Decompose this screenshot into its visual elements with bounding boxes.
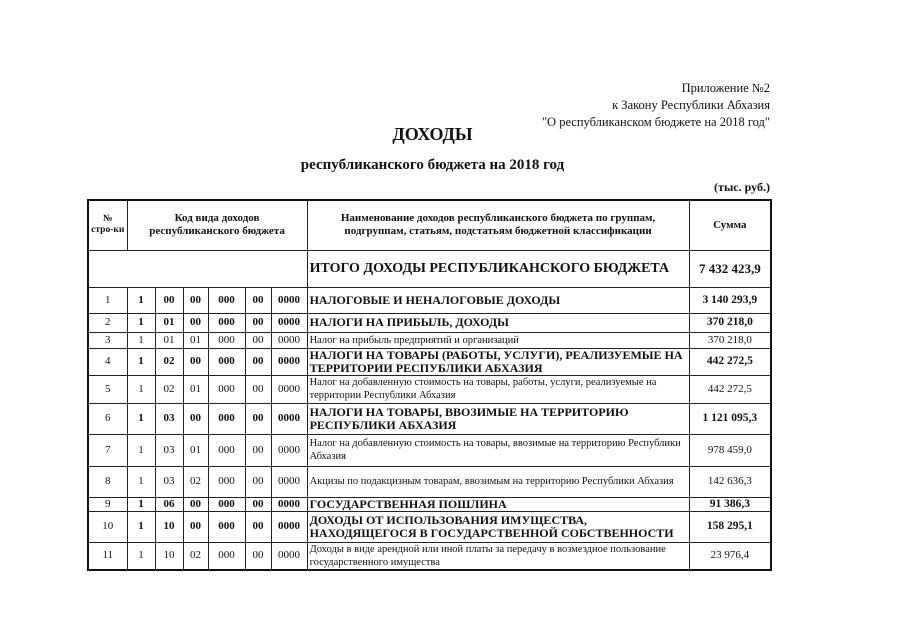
header-row xyxy=(88,200,771,250)
table-row xyxy=(88,434,771,466)
row-number: 7 xyxy=(88,434,127,466)
revenue-name: Налог на добавленную стоимость на товары, ввозимые на территорию Республики Абхазия xyxy=(307,434,689,466)
header-sum: Сумма xyxy=(689,200,771,250)
total-row xyxy=(88,250,771,287)
revenue-name: Налог на добавленную стоимость на товары, работы, услуги, реализуемые на территории Республики Абхазия xyxy=(307,375,689,403)
code-part-c2: 03 xyxy=(155,403,183,434)
code-part-c5: 00 xyxy=(245,313,271,332)
code-part-c5: 00 xyxy=(245,375,271,403)
code-part-c3: 00 xyxy=(183,497,208,511)
code-part-c1: 1 xyxy=(127,287,155,313)
code-part-c4: 000 xyxy=(208,497,245,511)
code-part-c1: 1 xyxy=(127,497,155,511)
table-row xyxy=(88,348,771,375)
appendix-line-3: "О республиканском бюджете на 2018 год" xyxy=(541,115,770,129)
code-part-c5: 00 xyxy=(245,287,271,313)
code-part-c4: 000 xyxy=(208,466,245,497)
code-part-c2: 02 xyxy=(155,348,183,375)
code-part-c4: 000 xyxy=(208,542,245,570)
document-subtitle: республиканского бюджета на 2018 год xyxy=(300,157,565,173)
code-part-c1: 1 xyxy=(127,466,155,497)
code-part-c4: 000 xyxy=(208,348,245,375)
revenue-table xyxy=(87,199,772,571)
revenue-sum: 158 295,1 xyxy=(689,511,771,542)
table-row xyxy=(88,497,771,511)
code-part-c6: 0000 xyxy=(271,542,307,570)
row-number: 3 xyxy=(88,332,127,348)
code-part-c1: 1 xyxy=(127,313,155,332)
revenue-sum: 1 121 095,3 xyxy=(689,403,771,434)
table-row xyxy=(88,287,771,313)
row-number: 5 xyxy=(88,375,127,403)
revenue-name: ДОХОДЫ ОТ ИСПОЛЬЗОВАНИЯ ИМУЩЕСТВА, НАХОДЯЩЕГОСЯ В ГОСУДАРСТВЕННОЙ СОБСТВЕННОСТИ xyxy=(307,511,689,542)
code-part-c1: 1 xyxy=(127,348,155,375)
table-row xyxy=(88,542,771,570)
code-part-c2: 03 xyxy=(155,466,183,497)
revenue-name: Налог на прибыль предприятий и организаций xyxy=(307,332,689,348)
code-part-c1: 1 xyxy=(127,434,155,466)
code-part-c3: 00 xyxy=(183,313,208,332)
code-part-c3: 02 xyxy=(183,466,208,497)
revenue-sum: 442 272,5 xyxy=(689,375,771,403)
code-part-c2: 00 xyxy=(155,287,183,313)
code-part-c5: 00 xyxy=(245,542,271,570)
revenue-sum: 91 386,3 xyxy=(689,497,771,511)
units-label: (тыс. руб.) xyxy=(714,180,770,194)
appendix-line-1: Приложение №2 xyxy=(681,81,770,95)
code-part-c6: 0000 xyxy=(271,332,307,348)
code-part-c2: 02 xyxy=(155,375,183,403)
code-part-c4: 000 xyxy=(208,332,245,348)
revenue-sum: 3 140 293,9 xyxy=(689,287,771,313)
code-part-c5: 00 xyxy=(245,332,271,348)
code-part-c4: 000 xyxy=(208,287,245,313)
revenue-name: ГОСУДАРСТВЕННАЯ ПОШЛИНА xyxy=(307,497,689,511)
code-part-c6: 0000 xyxy=(271,511,307,542)
revenue-sum: 370 218,0 xyxy=(689,332,771,348)
code-part-c5: 00 xyxy=(245,497,271,511)
revenue-name: НАЛОГИ НА ТОВАРЫ (РАБОТЫ, УСЛУГИ), РЕАЛИЗУЕМЫЕ НА ТЕРРИТОРИИ РЕСПУБЛИКИ АБХАЗИЯ xyxy=(307,348,689,375)
code-part-c6: 0000 xyxy=(271,313,307,332)
code-part-c3: 01 xyxy=(183,332,208,348)
code-part-c1: 1 xyxy=(127,511,155,542)
code-part-c6: 0000 xyxy=(271,434,307,466)
total-code-empty xyxy=(88,250,307,287)
code-part-c3: 00 xyxy=(183,403,208,434)
code-part-c3: 00 xyxy=(183,348,208,375)
code-part-c6: 0000 xyxy=(271,348,307,375)
total-sum: 7 432 423,9 xyxy=(689,250,771,287)
code-part-c2: 03 xyxy=(155,434,183,466)
code-part-c2: 01 xyxy=(155,332,183,348)
table-row xyxy=(88,332,771,348)
revenue-name: НАЛОГИ НА ПРИБЫЛЬ, ДОХОДЫ xyxy=(307,313,689,332)
code-part-c3: 01 xyxy=(183,375,208,403)
code-part-c6: 0000 xyxy=(271,403,307,434)
code-part-c1: 1 xyxy=(127,403,155,434)
code-part-c6: 0000 xyxy=(271,287,307,313)
code-part-c1: 1 xyxy=(127,542,155,570)
code-part-c5: 00 xyxy=(245,434,271,466)
code-part-c4: 000 xyxy=(208,313,245,332)
row-number: 10 xyxy=(88,511,127,542)
row-number: 6 xyxy=(88,403,127,434)
revenue-sum: 978 459,0 xyxy=(689,434,771,466)
document-title: ДОХОДЫ xyxy=(392,124,473,144)
revenue-sum: 442 272,5 xyxy=(689,348,771,375)
code-part-c5: 00 xyxy=(245,403,271,434)
appendix-line-2: к Закону Республики Абхазия xyxy=(612,98,770,112)
revenue-sum: 23 976,4 xyxy=(689,542,771,570)
code-part-c5: 00 xyxy=(245,466,271,497)
code-part-c2: 10 xyxy=(155,542,183,570)
code-part-c4: 000 xyxy=(208,511,245,542)
table-row xyxy=(88,313,771,332)
code-part-c3: 00 xyxy=(183,511,208,542)
code-part-c5: 00 xyxy=(245,348,271,375)
row-number: 8 xyxy=(88,466,127,497)
code-part-c1: 1 xyxy=(127,332,155,348)
revenue-sum: 370 218,0 xyxy=(689,313,771,332)
header-row-number: № стро-ки xyxy=(88,200,127,250)
table-row xyxy=(88,403,771,434)
header-code: Код вида доходов республиканского бюджета xyxy=(127,200,307,250)
code-part-c3: 00 xyxy=(183,287,208,313)
code-part-c6: 0000 xyxy=(271,466,307,497)
row-number: 11 xyxy=(88,542,127,570)
code-part-c4: 000 xyxy=(208,403,245,434)
row-number: 9 xyxy=(88,497,127,511)
table-row xyxy=(88,511,771,542)
code-part-c6: 0000 xyxy=(271,497,307,511)
table-row xyxy=(88,466,771,497)
code-part-c6: 0000 xyxy=(271,375,307,403)
revenue-name: Акцизы по подакцизным товарам, ввозимым на территорию Республики Абхазия xyxy=(307,466,689,497)
code-part-c2: 01 xyxy=(155,313,183,332)
code-part-c4: 000 xyxy=(208,375,245,403)
table-row xyxy=(88,375,771,403)
code-part-c3: 02 xyxy=(183,542,208,570)
code-part-c1: 1 xyxy=(127,375,155,403)
code-part-c2: 10 xyxy=(155,511,183,542)
code-part-c5: 00 xyxy=(245,511,271,542)
total-name: ИТОГО ДОХОДЫ РЕСПУБЛИКАНСКОГО БЮДЖЕТА xyxy=(307,250,689,287)
row-number: 2 xyxy=(88,313,127,332)
row-number: 1 xyxy=(88,287,127,313)
code-part-c2: 06 xyxy=(155,497,183,511)
header-name: Наименование доходов республиканского бюджета по группам, подгруппам, статьям, подстатьям бюджетной классификации xyxy=(307,200,689,250)
code-part-c3: 01 xyxy=(183,434,208,466)
revenue-name: НАЛОГОВЫЕ И НЕНАЛОГОВЫЕ ДОХОДЫ xyxy=(307,287,689,313)
row-number: 4 xyxy=(88,348,127,375)
revenue-name: Доходы в виде арендной или иной платы за передачу в возмездное пользование государственного имущества xyxy=(307,542,689,570)
revenue-sum: 142 636,3 xyxy=(689,466,771,497)
revenue-name: НАЛОГИ НА ТОВАРЫ, ВВОЗИМЫЕ НА ТЕРРИТОРИЮ РЕСПУБЛИКИ АБХАЗИЯ xyxy=(307,403,689,434)
code-part-c4: 000 xyxy=(208,434,245,466)
